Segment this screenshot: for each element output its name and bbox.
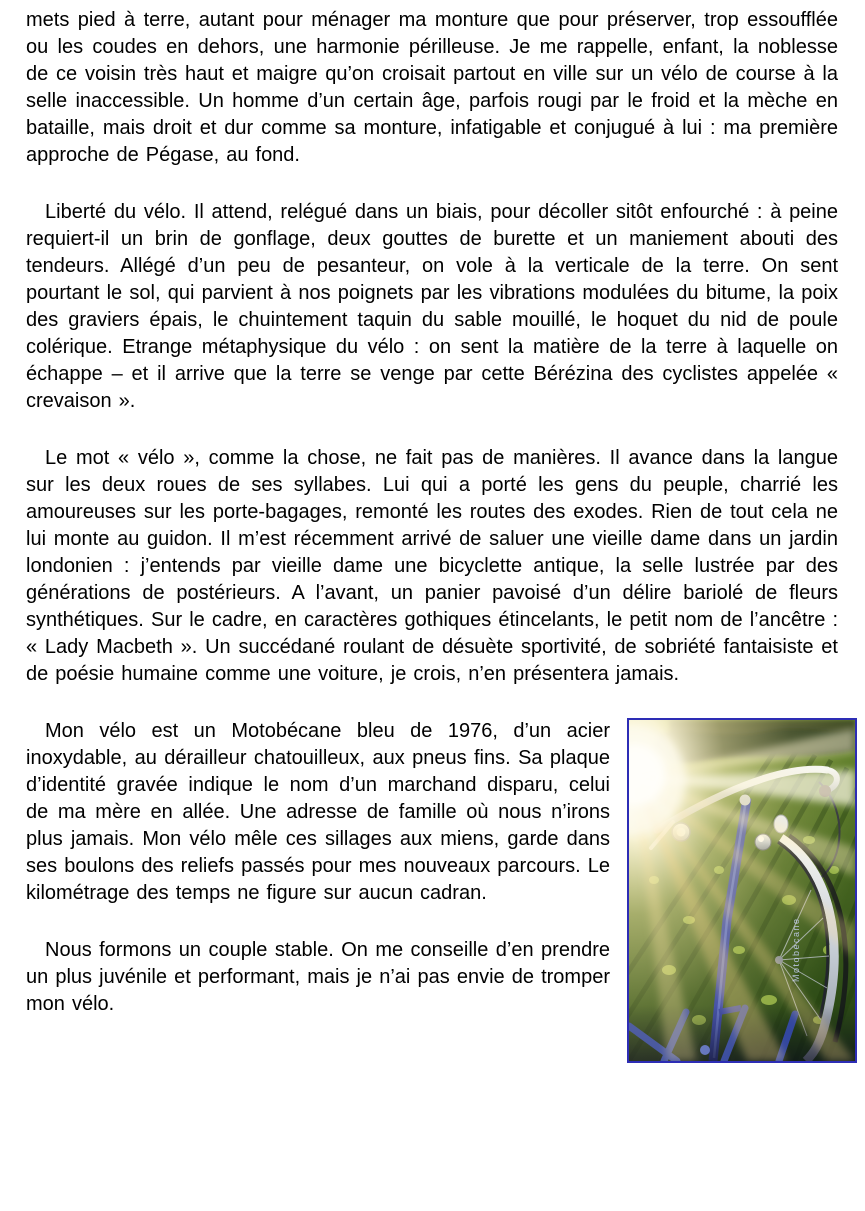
paragraph-4: Mon vélo est un Motobécane bleu de 1976, d’un acier inoxydable, au dérailleur chatouilleux, aux pneus fins. Sa plaque d’identité gravée indique le nom d’un marchand disparu, celui de ma mère en allée. Une adresse de famille où nous n’irons plus jamais. Mon vélo mêle ces sillages aux miens, garde dans ses boulons des reliefs passés pour mes nouveaux parcours. Le kilométrage des temps ne figure sur aucun cadran. bbox=[26, 720, 610, 904]
bicycle-photo bbox=[627, 718, 857, 1063]
paragraph-1: mets pied à terre, autant pour ménager ma monture que pour préserver, trop essoufflée ou les coudes en dehors, une harmonie périlleuse. Je me rappelle, enfant, la noblesse de ce voisin très haut et maigre qu’on croisait partout en ville sur un vélo de course à la selle inaccessible. Un homme d’un certain âge, parfois rougi par le froid et la mèche en bataille, mais droit et dur comme sa monture, infatigable et conjugué à lui : ma première approche de Pégase, au fond. bbox=[26, 9, 838, 166]
paragraph-2: Liberté du vélo. Il attend, relégué dans un biais, pour décoller sitôt enfourché : à peine requiert-il un brin de gonflage, deux gouttes de burette et un maniement abouti des tendeurs. Allégé d’un peu de pesanteur, on vole à la verticale de la terre. On sent pourtant le sol, qui parvient à nos poignets par les vibrations modulées du bitume, la poix des graviers épais, le chuintement taquin du sable mouillé, le hoquet du nid de poule colérique. Etrange métaphysique du vélo : on sent la matière de la terre à laquelle on échappe – et il arrive que la terre se venge par cette Bérézina des cyclistes appelée « crevaison ». bbox=[26, 201, 838, 412]
wrap-section bbox=[26, 718, 838, 1018]
paragraph-5: Nous formons un couple stable. On me conseille d’en prendre un plus juvénile et performant, mais je n’ai pas envie de tromper mon vélo. bbox=[26, 939, 610, 1015]
bicycle-photo-illustration bbox=[629, 720, 855, 1061]
paragraph-3: Le mot « vélo », comme la chose, ne fait pas de manières. Il avance dans la langue sur les deux roues de ses syllabes. Lui qui a porté les gens du peuple, charrié les amoureuses sur les porte-bagages, remonté les routes des exodes. Rien de tout cela ne lui monte au guidon. Il m’est récemment arrivé de saluer une vieille dame dans un jardin londonien : j’entends par vieille dame une bicyclette antique, la selle lustrée par des générations de postérieurs. A l’avant, un panier pavoisé d’un délire bariolé de fleurs synthétiques. Sur le cadre, en caractères gothiques étincelants, le petit nom de l’ancêtre : « Lady Macbeth ». Un succédané roulant de désuète sportivité, de sobriété fantaisiste et de poésie humaine comme une voiture, je crois, n’en présentera jamais. bbox=[26, 447, 838, 685]
article-text bbox=[26, 7, 838, 1018]
